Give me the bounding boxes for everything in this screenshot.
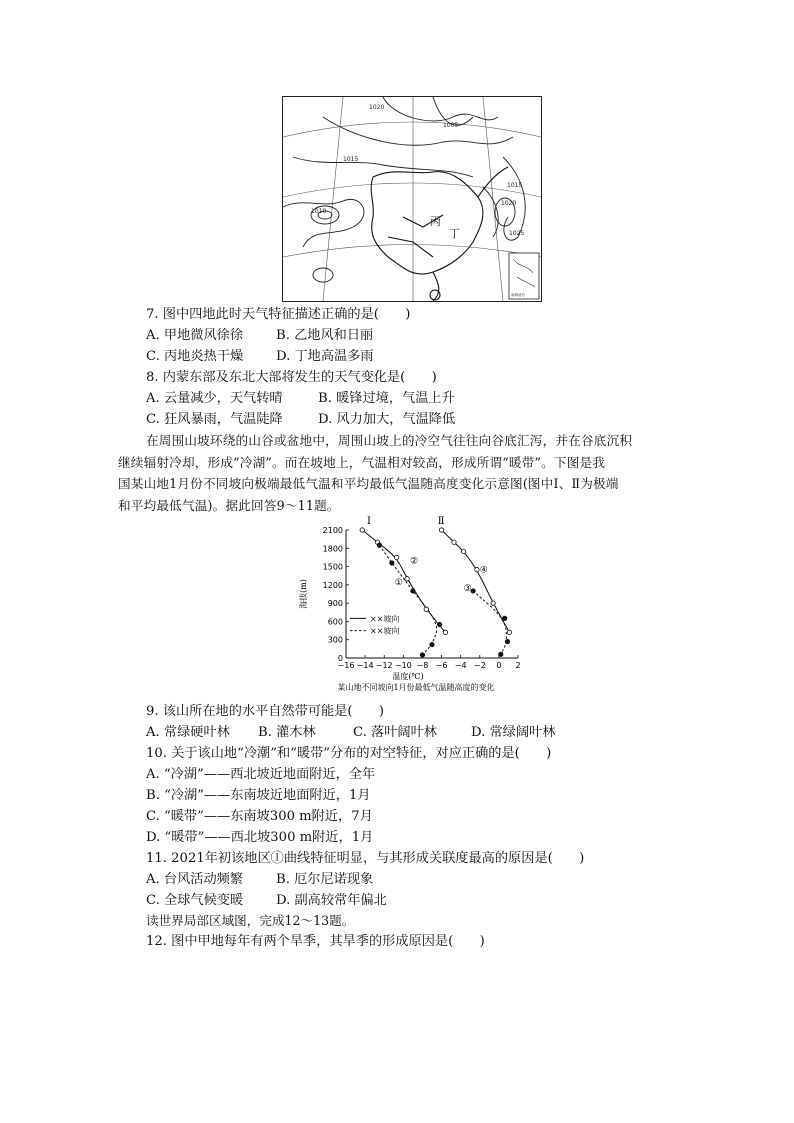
option-a[interactable]: A. 甲地微风徐徐 xyxy=(146,328,244,343)
y-tick-label: 600 xyxy=(327,617,343,627)
legend-label: ××坡向 xyxy=(370,626,400,636)
series-line-dashed xyxy=(379,545,436,655)
option-c[interactable]: C. 丙地炎热干燥 xyxy=(146,349,244,364)
data-point xyxy=(360,528,364,532)
y-tick-label: 1800 xyxy=(322,544,343,554)
isobar-label: 1025 xyxy=(509,230,525,237)
option-b[interactable]: B. 灌木林 xyxy=(258,725,316,740)
passage-line: 继续辐射冷却，形成“冷湖”。而在坡地上，气温相对较高，形成所谓“暖带”。下图是我 xyxy=(118,454,606,470)
option-b[interactable]: B. “冷湖”——东南坡近地面附近，1月 xyxy=(146,788,371,803)
question-11-options-2 xyxy=(146,892,387,910)
data-point xyxy=(461,549,465,553)
question-8-options xyxy=(146,390,455,408)
weather-map-drawing xyxy=(283,97,541,301)
y-tick-label: 900 xyxy=(327,599,343,609)
data-point xyxy=(420,653,424,657)
x-tick-label: −14 xyxy=(356,661,374,670)
group-label: Ⅱ xyxy=(437,516,445,527)
place-label-ding: 丁 xyxy=(449,227,460,240)
passage-line: 和平均最低气温)。据此回答9～11题。 xyxy=(118,497,340,513)
chart-title: 某山地不同坡向1月份最低气温随高度的变化 xyxy=(337,683,495,692)
x-tick-label: −16 xyxy=(337,661,355,670)
question-11-stem: 11. 2021年初该地区①曲线特征明显，与其形成关联度最高的原因是( ) xyxy=(146,851,585,866)
y-tick-label: 1200 xyxy=(322,580,343,590)
passage-cold-lake xyxy=(118,430,678,516)
question-10-stem: 10. 关于该山地“冷潮”和“暖带”分布的对空特征，对应正确的是( ) xyxy=(146,746,552,761)
data-point xyxy=(502,616,506,620)
data-point xyxy=(390,561,394,565)
question-7-stem: 7. 图中四地此时天气特征描述正确的是( ) xyxy=(146,307,411,322)
option-c[interactable]: C. “暖带”——东南坡300 m附近，7月 xyxy=(146,809,373,824)
y-tick-label: 2100 xyxy=(322,526,343,535)
curve-label: ① xyxy=(394,577,403,588)
question-7-options-2 xyxy=(146,348,374,366)
data-point xyxy=(499,652,503,656)
x-tick-label: 2 xyxy=(515,661,521,670)
option-d[interactable]: D. “暖带”——西北坡300 m附近，1月 xyxy=(146,830,374,845)
isobar-label: 1020 xyxy=(501,200,517,207)
question-11-options xyxy=(146,871,373,889)
passage-line: 国某山地1月份不同坡向极端最低气温和平均最低气温随高度变化示意图(图中Ⅰ、Ⅱ为极端 xyxy=(118,476,619,491)
option-c[interactable]: C. 全球气候变暖 xyxy=(146,893,244,908)
y-tick-label: 0 xyxy=(337,654,343,663)
chart-markers xyxy=(360,528,512,657)
x-tick-label: −2 xyxy=(473,661,486,670)
inset-label: 南海诸岛 xyxy=(511,293,525,297)
x-tick-label: −6 xyxy=(435,661,448,670)
y-axis-label: 海拔(m) xyxy=(299,579,308,609)
series-line-solid xyxy=(442,530,510,632)
data-point xyxy=(491,601,495,605)
option-d[interactable]: D. 丁地高温多雨 xyxy=(276,349,374,364)
option-b[interactable]: B. 乙地风和日丽 xyxy=(276,328,374,343)
data-point xyxy=(475,567,479,571)
question-9-options xyxy=(146,724,555,742)
x-tick-label: 0 xyxy=(496,661,502,670)
x-tick-label: −4 xyxy=(454,661,467,670)
data-point xyxy=(411,589,415,593)
option-d[interactable]: D. 常绿阔叶林 xyxy=(471,725,556,740)
option-c[interactable]: C. 落叶阔叶林 xyxy=(353,725,437,740)
weather-map xyxy=(282,96,542,302)
isobar-label: 1020 xyxy=(369,104,385,111)
curve-label: ③ xyxy=(463,583,472,594)
legend-label: ××坡向 xyxy=(370,614,400,624)
temperature-altitude-chart xyxy=(300,518,530,700)
question-8-stem: 8. 内蒙东部及东北大部将发生的天气变化是( ) xyxy=(146,370,437,385)
place-label-bing: 丙 xyxy=(430,215,441,228)
data-point xyxy=(394,555,398,559)
x-tick-label: −12 xyxy=(375,661,393,670)
data-point xyxy=(443,630,447,634)
x-tick-label: −10 xyxy=(394,661,412,670)
option-d[interactable]: D. 风力加大，气温降低 xyxy=(318,412,456,427)
data-point xyxy=(377,543,381,547)
option-d[interactable]: D. 副高较常年偏北 xyxy=(276,893,387,908)
chart-curves xyxy=(362,530,509,655)
data-point xyxy=(437,622,441,626)
group-label: Ⅰ xyxy=(367,516,371,527)
map-graticule xyxy=(283,97,541,301)
map-inset xyxy=(509,253,539,299)
x-tick-label: −8 xyxy=(416,661,429,670)
option-a[interactable]: A. “冷湖”——西北坡近地面附近，全年 xyxy=(146,767,376,782)
map-borders xyxy=(371,167,508,301)
option-b[interactable]: B. 暖锋过境，气温上升 xyxy=(318,391,455,406)
option-a[interactable]: A. 常绿硬叶林 xyxy=(146,725,230,740)
option-a[interactable]: A. 台风活动频繁 xyxy=(146,872,244,887)
chart-svg xyxy=(300,518,530,700)
curve-label: ② xyxy=(410,556,419,567)
data-point xyxy=(439,528,443,532)
data-point xyxy=(424,607,428,611)
isobar-label: 1010 xyxy=(311,208,327,215)
y-tick-label: 300 xyxy=(327,635,343,645)
option-c[interactable]: C. 狂风暴雨，气温陡降 xyxy=(146,412,283,427)
chart-labels xyxy=(350,516,488,636)
question-7-options xyxy=(146,327,373,345)
data-point xyxy=(452,540,456,544)
question-8-options-2 xyxy=(146,411,455,429)
isobar-label: 1015 xyxy=(507,182,523,189)
series-line-dashed xyxy=(473,591,506,654)
curve-label: ④ xyxy=(479,565,488,576)
option-a[interactable]: A. 云量减少，天气转晴 xyxy=(146,391,283,406)
data-point xyxy=(405,577,409,581)
map-isobars xyxy=(283,97,525,282)
chart-axes xyxy=(298,526,521,692)
passage-world-map: 读世界局部区域图，完成12～13题。 xyxy=(146,913,355,928)
question-9-stem: 9. 该山所在地的水平自然带可能是( ) xyxy=(146,704,385,719)
option-b[interactable]: B. 厄尔尼诺现象 xyxy=(276,872,374,887)
data-point xyxy=(505,639,509,643)
data-point xyxy=(507,630,511,634)
data-point xyxy=(430,642,434,646)
x-axis-label: 温度(℃) xyxy=(392,672,424,681)
y-tick-label: 1500 xyxy=(322,562,343,572)
isobar-label: 1015 xyxy=(343,156,359,163)
question-12-stem: 12. 图中甲地每年有两个旱季，其旱季的形成原因是( ) xyxy=(146,934,485,949)
isobar-label: 1005 xyxy=(443,122,459,129)
passage-line: 在周围山坡环绕的山谷或盆地中，周围山坡上的冷空气往往向谷底汇泻，并在谷底沉积 xyxy=(146,433,633,448)
